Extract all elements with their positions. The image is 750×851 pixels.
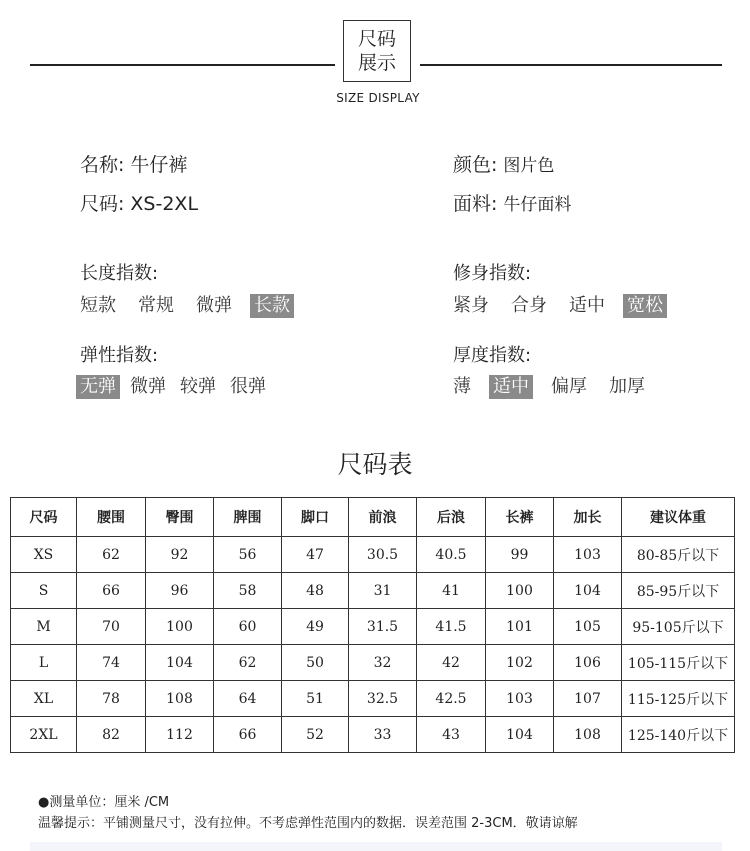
table-cell: 47 <box>282 537 349 573</box>
badge-line-2: 展示 <box>357 52 396 74</box>
table-cell: 50 <box>282 645 349 681</box>
header-rule-right <box>420 64 722 66</box>
table-cell: 115-125斤以下 <box>622 681 735 717</box>
table-cell: 32 <box>349 645 417 681</box>
table-cell: 64 <box>214 681 282 717</box>
product-fabric-value: 牛仔面料 <box>503 195 572 215</box>
table-cell: 31.5 <box>349 609 417 645</box>
length-option-selected: 长款 <box>250 294 294 318</box>
elasticity-option: 较弹 <box>180 376 216 397</box>
elasticity-option-selected: 无弹 <box>76 375 120 399</box>
table-cell: 49 <box>282 609 349 645</box>
table-cell: 66 <box>77 573 146 609</box>
product-color-label: 颜色: <box>453 154 498 176</box>
table-cell: 48 <box>282 573 349 609</box>
thickness-index-title: 厚度指数: <box>453 345 532 366</box>
table-cell: 125-140斤以下 <box>622 717 735 753</box>
header-cell: 脾围 <box>214 498 282 537</box>
table-cell: 103 <box>486 681 554 717</box>
product-size <box>80 189 198 216</box>
table-row <box>11 573 735 609</box>
size-table-title: 尺码表 <box>337 450 413 479</box>
table-cell: 52 <box>282 717 349 753</box>
size-display-badge <box>343 20 411 82</box>
table-cell: 108 <box>146 681 214 717</box>
table-cell: 96 <box>146 573 214 609</box>
table-cell: 112 <box>146 717 214 753</box>
size-table <box>10 497 735 753</box>
table-cell: 56 <box>214 537 282 573</box>
header-cell: 腰围 <box>77 498 146 537</box>
thickness-index-options <box>449 375 649 399</box>
table-cell: 104 <box>486 717 554 753</box>
table-cell: 82 <box>77 717 146 753</box>
warm-tip-note: 温馨提示：平铺测量尺寸，没有拉伸。不考虑弹性范围内的数据．误差范围 2-3CM．敬请谅解 <box>38 816 578 831</box>
table-cell: 100 <box>146 609 214 645</box>
table-cell: 106 <box>554 645 622 681</box>
table-cell: 101 <box>486 609 554 645</box>
table-cell: 62 <box>214 645 282 681</box>
elasticity-index-options <box>76 375 270 399</box>
header-cell: 前浪 <box>349 498 417 537</box>
length-option: 常规 <box>138 295 174 316</box>
length-index-options <box>76 294 294 318</box>
fit-option: 紧身 <box>453 295 489 316</box>
header-cell: 尺码 <box>11 498 77 537</box>
table-cell: 78 <box>77 681 146 717</box>
fit-option-selected: 宽松 <box>623 294 667 318</box>
header-cell: 长裤 <box>486 498 554 537</box>
table-cell: 92 <box>146 537 214 573</box>
size-cell: XL <box>11 681 77 717</box>
elasticity-index-title: 弹性指数: <box>80 345 159 366</box>
table-cell: 104 <box>554 573 622 609</box>
table-row <box>11 717 735 753</box>
size-cell: M <box>11 609 77 645</box>
table-cell: 99 <box>486 537 554 573</box>
table-cell: 105 <box>554 609 622 645</box>
bottom-strip <box>30 842 722 851</box>
thickness-option: 加厚 <box>609 376 645 397</box>
badge-subtitle: SIZE DISPLAY <box>336 91 420 105</box>
header-cell: 加长 <box>554 498 622 537</box>
product-size-label: 尺码: <box>80 193 125 215</box>
table-cell: 40.5 <box>417 537 486 573</box>
header-cell: 后浪 <box>417 498 486 537</box>
size-cell: XS <box>11 537 77 573</box>
table-cell: 70 <box>77 609 146 645</box>
fit-option: 适中 <box>569 295 605 316</box>
table-cell: 33 <box>349 717 417 753</box>
product-name-label: 名称: <box>80 154 125 176</box>
size-cell: L <box>11 645 77 681</box>
table-cell: 95-105斤以下 <box>622 609 735 645</box>
measurement-unit-note: ●测量单位：厘米 /CM <box>38 795 170 810</box>
size-cell: 2XL <box>11 717 77 753</box>
table-cell: 43 <box>417 717 486 753</box>
table-cell: 80-85斤以下 <box>622 537 735 573</box>
table-row <box>11 645 735 681</box>
length-option: 短款 <box>80 295 116 316</box>
badge-line-1: 尺码 <box>357 28 396 50</box>
product-size-value: XS-2XL <box>130 193 199 215</box>
table-cell: 104 <box>146 645 214 681</box>
table-cell: 66 <box>214 717 282 753</box>
table-cell: 41 <box>417 573 486 609</box>
table-cell: 60 <box>214 609 282 645</box>
table-cell: 32.5 <box>349 681 417 717</box>
elasticity-option: 很弹 <box>230 376 266 397</box>
table-cell: 108 <box>554 717 622 753</box>
table-cell: 74 <box>77 645 146 681</box>
table-cell: 42 <box>417 645 486 681</box>
thickness-option: 偏厚 <box>551 376 587 397</box>
length-option: 微弹 <box>196 295 232 316</box>
header-rule-left <box>30 64 335 66</box>
table-row <box>11 537 735 573</box>
header-cell: 建议体重 <box>622 498 735 537</box>
table-cell: 41.5 <box>417 609 486 645</box>
size-cell: S <box>11 573 77 609</box>
table-cell: 102 <box>486 645 554 681</box>
table-cell: 62 <box>77 537 146 573</box>
fit-option: 合身 <box>511 295 547 316</box>
table-cell: 42.5 <box>417 681 486 717</box>
table-cell: 103 <box>554 537 622 573</box>
table-cell: 31 <box>349 573 417 609</box>
length-index-title: 长度指数: <box>80 263 159 284</box>
product-fabric-label: 面料: <box>453 193 498 215</box>
fit-index-options <box>449 294 667 318</box>
table-cell: 107 <box>554 681 622 717</box>
product-name <box>80 150 187 177</box>
size-table-body <box>11 537 735 753</box>
elasticity-option: 微弹 <box>130 376 166 397</box>
product-color <box>453 150 554 177</box>
product-fabric <box>453 189 571 216</box>
product-color-value: 图片色 <box>503 156 555 176</box>
table-cell: 100 <box>486 573 554 609</box>
header-cell: 脚口 <box>282 498 349 537</box>
table-row <box>11 609 735 645</box>
fit-index-title: 修身指数: <box>453 263 532 284</box>
size-table-header-row <box>11 498 735 537</box>
table-row <box>11 681 735 717</box>
table-cell: 30.5 <box>349 537 417 573</box>
thickness-option: 薄 <box>453 376 471 397</box>
table-cell: 105-115斤以下 <box>622 645 735 681</box>
thickness-option-selected: 适中 <box>489 375 533 399</box>
table-cell: 58 <box>214 573 282 609</box>
table-cell: 85-95斤以下 <box>622 573 735 609</box>
header-cell: 臀围 <box>146 498 214 537</box>
product-name-value: 牛仔裤 <box>130 154 188 176</box>
table-cell: 51 <box>282 681 349 717</box>
